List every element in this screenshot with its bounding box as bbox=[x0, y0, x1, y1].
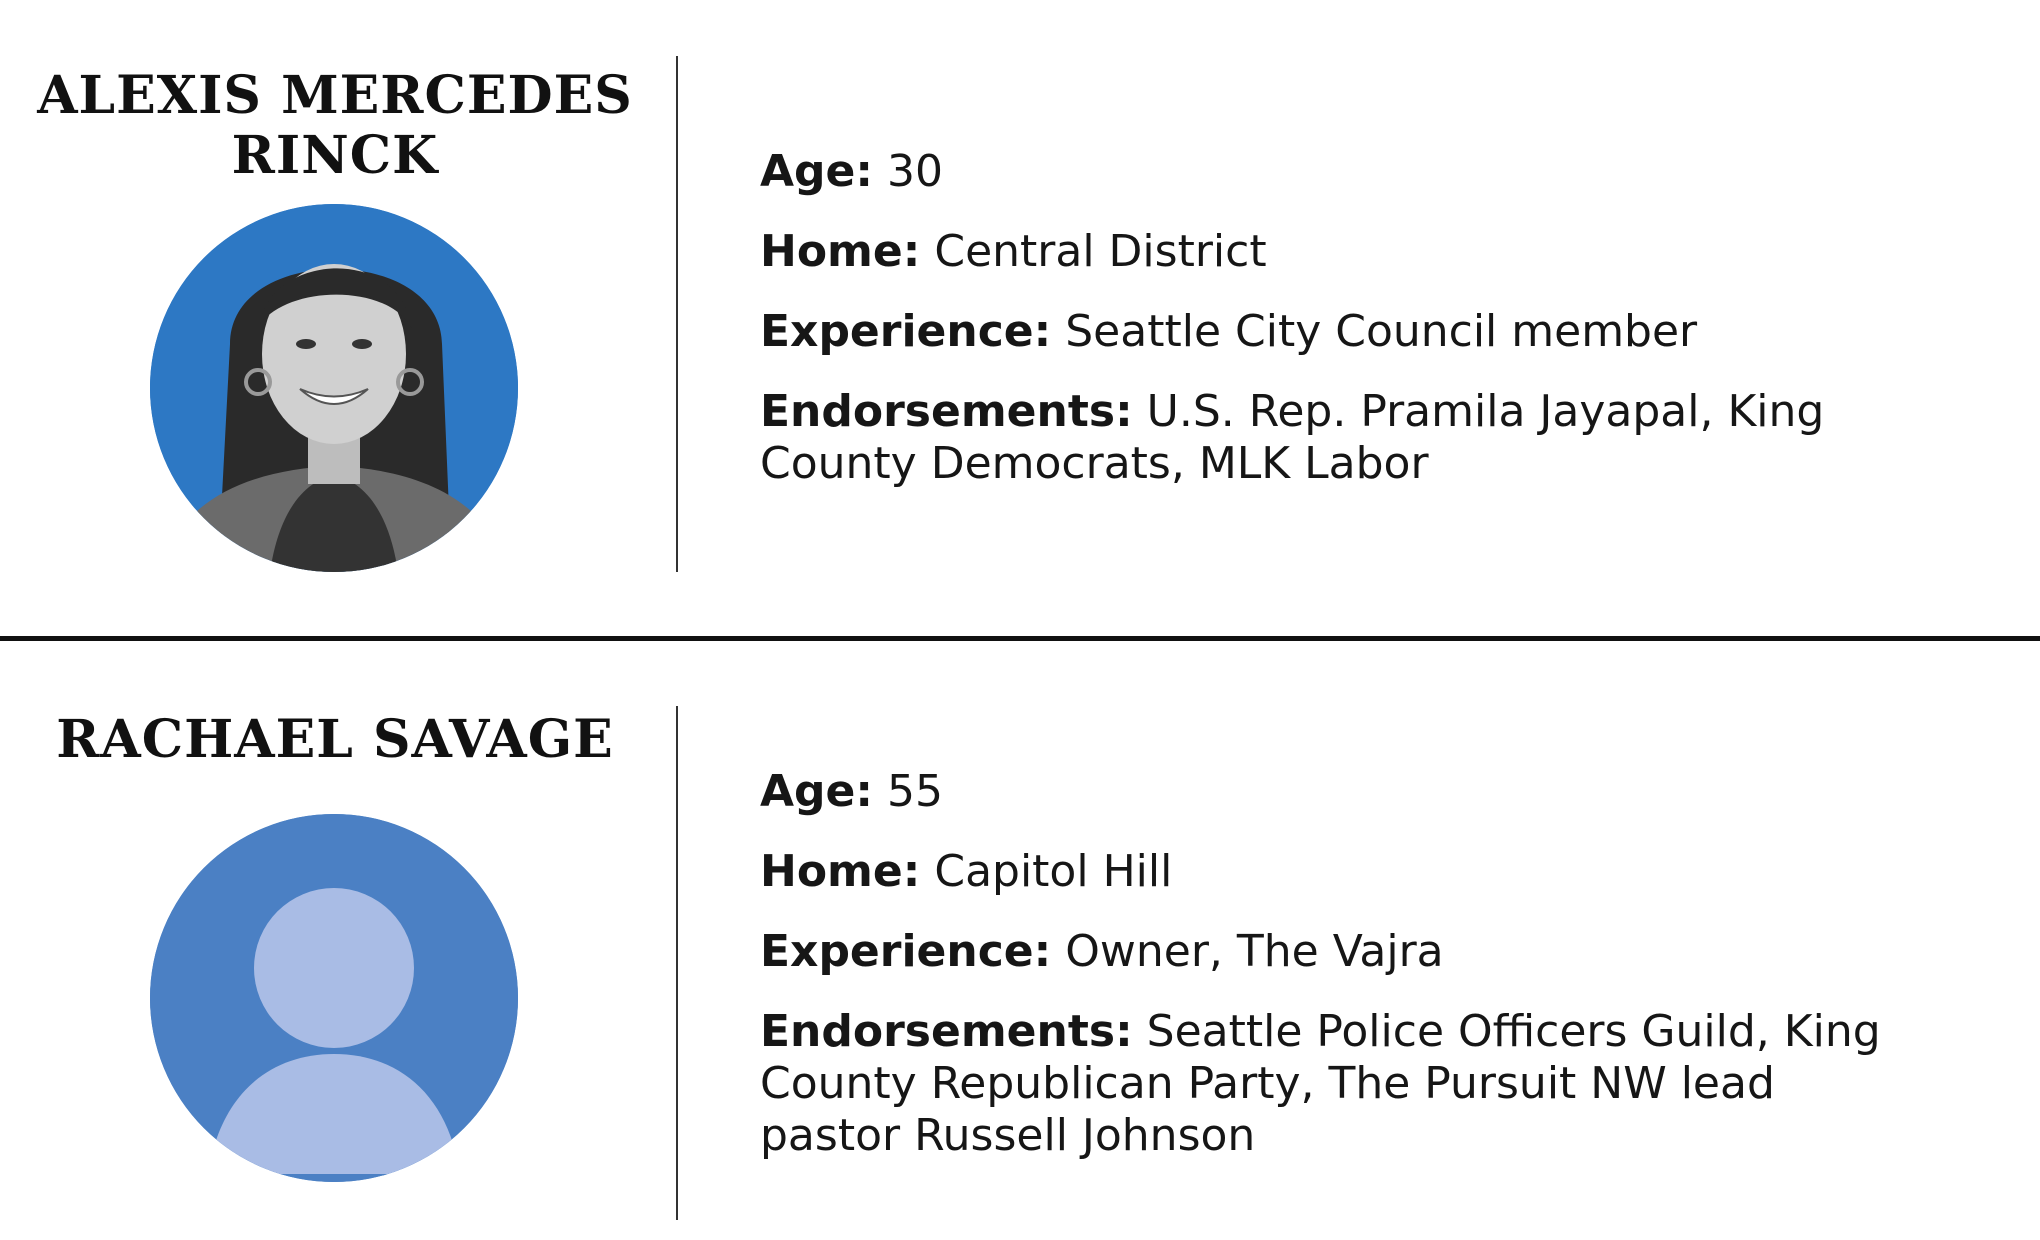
age-row bbox=[760, 766, 1960, 818]
vertical-divider bbox=[676, 56, 678, 572]
candidate-name: RACHAEL SAVAGE bbox=[56, 709, 614, 770]
experience-label: Experience: bbox=[760, 926, 1052, 977]
age-label: Age: bbox=[760, 766, 873, 817]
home-row bbox=[760, 226, 1960, 278]
candidate-name: ALEXIS MERCEDES RINCK bbox=[37, 65, 633, 186]
endorsements-value: Seattle Police Officers Guild, King County Republican Party, The Pursuit NW lead pastor Russell Johnson bbox=[760, 1006, 1881, 1161]
age-label: Age: bbox=[760, 146, 873, 197]
endorsements-value: U.S. Rep. Pramila Jayapal, King County Democrats, MLK Labor bbox=[760, 386, 1825, 489]
home-value: Capitol Hill bbox=[934, 846, 1173, 897]
home-label: Home: bbox=[760, 846, 921, 897]
home-value: Central District bbox=[934, 226, 1267, 277]
endorsements-label: Endorsements: bbox=[760, 386, 1133, 437]
endorsements-row bbox=[760, 386, 1910, 490]
vertical-divider bbox=[676, 706, 678, 1220]
experience-row bbox=[760, 306, 1960, 358]
home-row bbox=[760, 846, 1960, 898]
placeholder-avatar bbox=[150, 814, 518, 1182]
candidate-details bbox=[760, 766, 1960, 1190]
endorsements-row bbox=[760, 1006, 1910, 1162]
candidate-card-savage bbox=[0, 640, 2040, 1240]
age-row bbox=[760, 146, 1960, 198]
age-value: 55 bbox=[887, 766, 943, 817]
user-avatar-icon bbox=[150, 814, 518, 1182]
experience-value: Owner, The Vajra bbox=[1065, 926, 1444, 977]
home-label: Home: bbox=[760, 226, 921, 277]
age-value: 30 bbox=[887, 146, 943, 197]
candidate-details bbox=[760, 146, 1960, 518]
experience-row bbox=[760, 926, 1960, 978]
experience-label: Experience: bbox=[760, 306, 1052, 357]
candidate-portrait-photo bbox=[150, 204, 518, 572]
portrait-illustration bbox=[150, 204, 518, 572]
experience-value: Seattle City Council member bbox=[1065, 306, 1698, 357]
endorsements-label: Endorsements: bbox=[760, 1006, 1133, 1057]
